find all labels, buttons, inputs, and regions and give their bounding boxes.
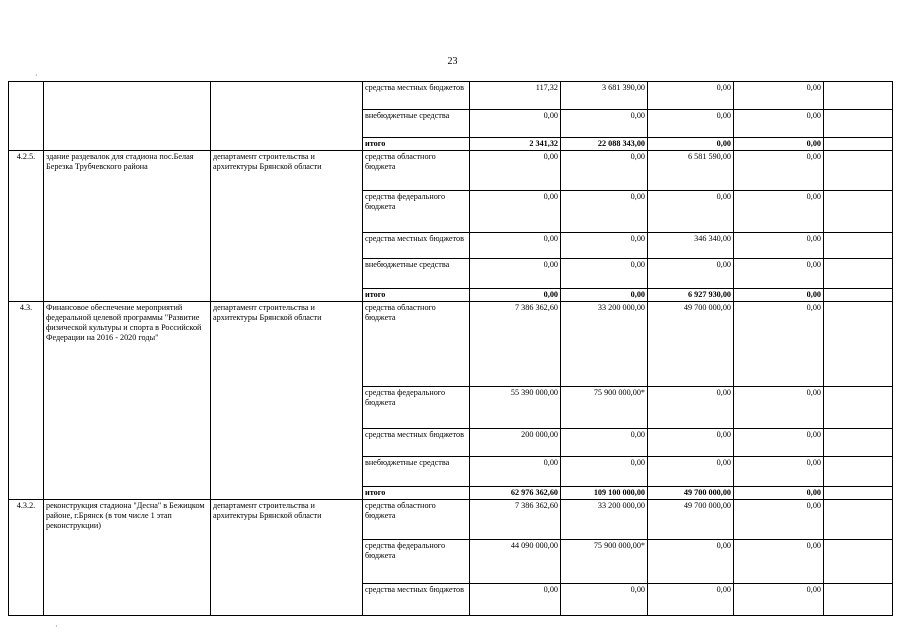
amount-cell: 0,00 (734, 289, 824, 302)
empty-cell (824, 82, 893, 110)
funding-source: внебюджетные средства (363, 259, 470, 289)
empty-cell (824, 138, 893, 151)
amount-cell: 0,00 (734, 233, 824, 259)
funding-source: внебюджетные средства (363, 457, 470, 487)
amount-cell: 75 900 000,00* (561, 540, 648, 584)
amount-cell: 0,00 (734, 259, 824, 289)
row-code (9, 82, 44, 151)
scan-speck: · (55, 622, 58, 631)
amount-cell: 3 681 390,00 (561, 82, 648, 110)
amount-cell: 0,00 (734, 191, 824, 233)
empty-cell (824, 233, 893, 259)
amount-cell: 0,00 (648, 110, 734, 138)
amount-cell: 0,00 (561, 584, 648, 616)
amount-cell: 0,00 (734, 302, 824, 387)
amount-cell: 0,00 (470, 110, 561, 138)
amount-cell: 0,00 (561, 429, 648, 457)
funding-source: средства федерального бюджета (363, 387, 470, 429)
amount-cell: 0,00 (648, 259, 734, 289)
amount-cell: 0,00 (734, 584, 824, 616)
amount-cell: 200 000,00 (470, 429, 561, 457)
funding-source: итого (363, 138, 470, 151)
amount-cell: 55 390 000,00 (470, 387, 561, 429)
amount-cell: 2 341,32 (470, 138, 561, 151)
amount-cell: 0,00 (648, 191, 734, 233)
empty-cell (824, 151, 893, 191)
activity-name: здание раздевалок для стадиона пос.Белая Березка Трубчевского района (44, 151, 211, 302)
executor: департамент строительства и архитектуры Брянской области (211, 302, 363, 500)
empty-cell (824, 487, 893, 500)
amount-cell: 0,00 (734, 110, 824, 138)
empty-cell (824, 387, 893, 429)
amount-cell: 0,00 (470, 584, 561, 616)
amount-cell: 117,32 (470, 82, 561, 110)
table-row (9, 151, 893, 191)
amount-cell: 62 976 362,60 (470, 487, 561, 500)
amount-cell: 6 581 590,00 (648, 151, 734, 191)
executor: департамент строительства и архитектуры Брянской области (211, 151, 363, 302)
amount-cell: 0,00 (734, 138, 824, 151)
amount-cell: 49 700 000,00 (648, 500, 734, 540)
amount-cell: 0,00 (648, 540, 734, 584)
amount-cell: 49 700 000,00 (648, 487, 734, 500)
amount-cell: 44 090 000,00 (470, 540, 561, 584)
amount-cell: 33 200 000,00 (561, 500, 648, 540)
scan-speck: · (35, 71, 38, 80)
empty-cell (824, 540, 893, 584)
table-row (9, 500, 893, 540)
amount-cell: 0,00 (734, 429, 824, 457)
row-code: 4.3. (9, 302, 44, 500)
activity-name (44, 82, 211, 151)
amount-cell: 346 340,00 (648, 233, 734, 259)
funding-source: итого (363, 487, 470, 500)
funding-source: средства областного бюджета (363, 500, 470, 540)
empty-cell (824, 191, 893, 233)
table-row (9, 302, 893, 387)
amount-cell: 0,00 (734, 500, 824, 540)
empty-cell (824, 289, 893, 302)
funding-source: средства федерального бюджета (363, 191, 470, 233)
amount-cell: 33 200 000,00 (561, 302, 648, 387)
funding-source: средства федерального бюджета (363, 540, 470, 584)
funding-source: итого (363, 289, 470, 302)
funding-source: средства областного бюджета (363, 302, 470, 387)
amount-cell: 0,00 (470, 259, 561, 289)
executor: департамент строительства и архитектуры Брянской области (211, 500, 363, 616)
amount-cell: 109 100 000,00 (561, 487, 648, 500)
amount-cell: 0,00 (648, 138, 734, 151)
funding-source: средства местных бюджетов (363, 584, 470, 616)
executor (211, 82, 363, 151)
amount-cell: 0,00 (561, 151, 648, 191)
amount-cell: 0,00 (648, 457, 734, 487)
amount-cell: 0,00 (561, 259, 648, 289)
empty-cell (824, 584, 893, 616)
amount-cell: 0,00 (470, 191, 561, 233)
amount-cell: 0,00 (734, 82, 824, 110)
amount-cell: 0,00 (470, 233, 561, 259)
funding-source: внебюджетные средства (363, 110, 470, 138)
budget-table (8, 81, 893, 616)
amount-cell: 22 088 343,00 (561, 138, 648, 151)
amount-cell: 0,00 (561, 457, 648, 487)
funding-source: средства местных бюджетов (363, 82, 470, 110)
amount-cell: 0,00 (734, 487, 824, 500)
funding-source: средства местных бюджетов (363, 429, 470, 457)
amount-cell: 0,00 (734, 151, 824, 191)
amount-cell: 0,00 (734, 387, 824, 429)
amount-cell: 49 700 000,00 (648, 302, 734, 387)
amount-cell: 0,00 (470, 289, 561, 302)
amount-cell: 0,00 (561, 191, 648, 233)
amount-cell: 7 386 362,60 (470, 500, 561, 540)
funding-source: средства местных бюджетов (363, 233, 470, 259)
amount-cell: 0,00 (561, 110, 648, 138)
empty-cell (824, 457, 893, 487)
amount-cell: 75 900 000,00* (561, 387, 648, 429)
amount-cell: 0,00 (470, 457, 561, 487)
empty-cell (824, 500, 893, 540)
amount-cell: 6 927 930,00 (648, 289, 734, 302)
activity-name: реконструкция стадиона "Десна" в Бежицком районе, г.Брянск (в том числе 1 этап реконструкции) (44, 500, 211, 616)
empty-cell (824, 110, 893, 138)
page-number: 23 (447, 56, 458, 67)
amount-cell: 7 386 362,60 (470, 302, 561, 387)
amount-cell: 0,00 (734, 457, 824, 487)
amount-cell: 0,00 (470, 151, 561, 191)
row-code: 4.2.5. (9, 151, 44, 302)
amount-cell: 0,00 (561, 289, 648, 302)
amount-cell: 0,00 (648, 429, 734, 457)
amount-cell: 0,00 (648, 82, 734, 110)
empty-cell (824, 302, 893, 387)
amount-cell: 0,00 (561, 233, 648, 259)
empty-cell (824, 429, 893, 457)
amount-cell: 0,00 (734, 540, 824, 584)
row-code: 4.3.2. (9, 500, 44, 616)
empty-cell (824, 259, 893, 289)
table-row (9, 82, 893, 110)
activity-name: Финансовое обеспечение мероприятий федеральной целевой программы "Развитие физической культуры и спорта в Российской Федерации на 2016 - 2020 годы" (44, 302, 211, 500)
funding-source: средства областного бюджета (363, 151, 470, 191)
amount-cell: 0,00 (648, 387, 734, 429)
amount-cell: 0,00 (648, 584, 734, 616)
